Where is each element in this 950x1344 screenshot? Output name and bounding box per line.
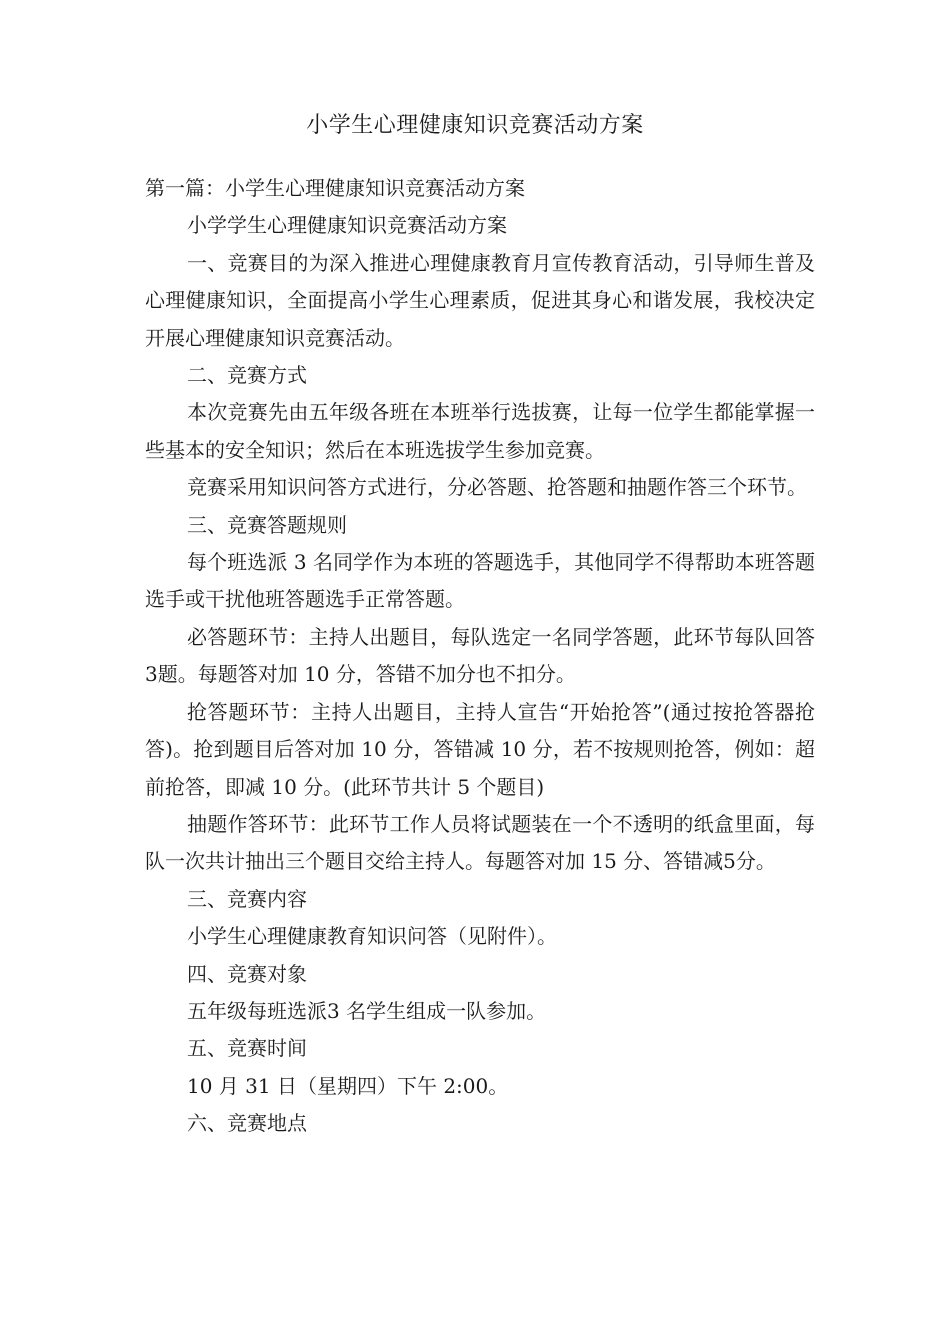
- paragraph: 二、竞赛方式: [187, 363, 307, 388]
- paragraph: 六、竞赛地点: [187, 1111, 307, 1136]
- paragraph: 本次竞赛先由五年级各班在本班举行选拔赛，让每一位学生都能掌握一些基本的安全知识；然后在本班选拔学生参加竞赛。: [145, 400, 815, 462]
- paragraph: 小学学生心理健康知识竞赛活动方案: [187, 213, 507, 238]
- paragraph: 五、竞赛时间: [187, 1036, 307, 1061]
- paragraph: 竞赛采用知识问答方式进行，分必答题、抢答题和抽题作答三个环节。: [187, 475, 807, 500]
- paragraph: 五年级每班选派3 名学生组成一队参加。: [187, 998, 547, 1023]
- paragraph: 抢答题环节：主持人出题目，主持人宣告“开始抢答”(通过按抢答器抢答)。抢到题目后答对加 10 分，答错减 10 分，若不按规则抢答，例如：超前抢答，即减 10 分。(此环节共计 5 个题目): [145, 699, 815, 799]
- paragraph: 一、竞赛目的为深入推进心理健康教育月宣传教育活动，引导师生普及心理健康知识，全面提高小学生心理素质，促进其身心和谐发展，我校决定开展心理健康知识竞赛活动。: [145, 250, 815, 350]
- section-heading: 第一篇：小学生心理健康知识竞赛活动方案: [145, 176, 525, 200]
- paragraph: 三、竞赛答题规则: [187, 512, 347, 537]
- paragraph: 四、竞赛对象: [187, 961, 307, 986]
- paragraph: 抽题作答环节：此环节工作人员将试题装在一个不透明的纸盒里面，每队一次共计抽出三个题目交给主持人。每题答对加 15 分、答错减5分。: [145, 811, 815, 874]
- document-body: [145, 170, 815, 1143]
- paragraph: 三、竞赛内容: [187, 886, 307, 911]
- paragraph: 必答题环节：主持人出题目，每队选定一名同学答题，此环节每队回答3题。每题答对加 10 分，答错不加分也不扣分。: [145, 624, 815, 687]
- paragraph: 每个班选派 3 名同学作为本班的答题选手，其他同学不得帮助本班答题选手或干扰他班答题选手正常答题。: [145, 550, 815, 612]
- paragraph: 10 月 31 日（星期四）下午 2:00。: [187, 1073, 509, 1098]
- paragraph: 小学生心理健康教育知识问答（见附件）。: [187, 924, 557, 949]
- document-title: 小学生心理健康知识竞赛活动方案: [306, 113, 644, 138]
